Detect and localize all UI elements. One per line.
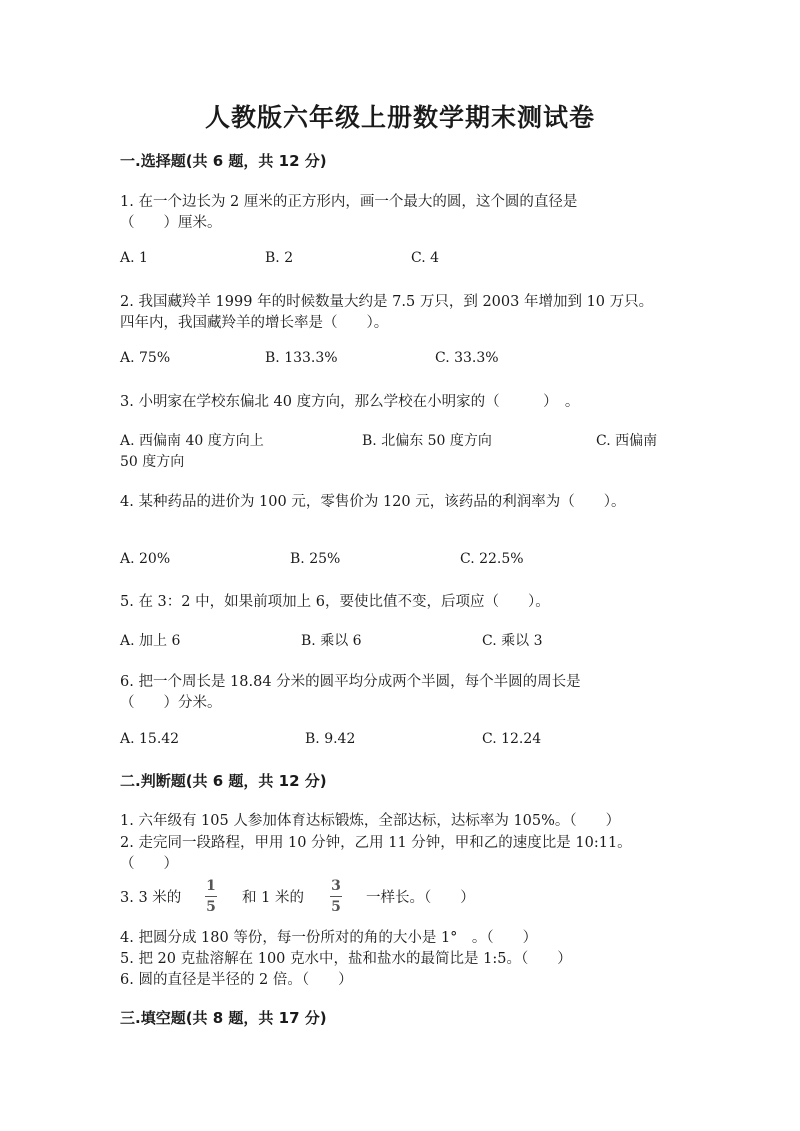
choice-q1-line2: （ ）厘米。 <box>120 215 222 231</box>
choice-q4-option-a: A. 20% <box>120 551 171 567</box>
judge-q5: 5. 把 20 克盐溶解在 100 克水中，盐和盐水的最简比是 1:5。（ ） <box>120 951 572 967</box>
judge-q2-line2: （ ） <box>120 856 178 872</box>
judge-q3-part2: 和 1 米的 <box>242 890 304 906</box>
section-heading-choice: 一.选择题(共 6 题，共 12 分) <box>120 152 327 170</box>
fraction-numerator: 1 <box>206 878 216 894</box>
fraction-denominator: 5 <box>206 899 216 915</box>
fraction-three-fifths <box>330 879 342 914</box>
choice-q6-line2: （ ）分米。 <box>120 695 222 711</box>
fraction-one-fifth <box>205 879 217 914</box>
judge-q3-part3: 一样长。（ ） <box>366 890 475 906</box>
choice-q1-line1: 1. 在一个边长为 2 厘米的正方形内，画一个最大的圆，这个圆的直径是 <box>120 194 578 210</box>
judge-q2-line1: 2. 走完同一段路程，甲用 10 分钟，乙用 11 分钟，甲和乙的速度比是 10:11。 <box>120 835 632 851</box>
choice-q3-option-c: C. 西偏南 <box>596 433 658 449</box>
choice-q2-option-b: B. 133.3% <box>265 350 338 366</box>
judge-q4: 4. 把圆分成 180 等份，每一份所对的角的大小是 1° 。（ ） <box>120 930 538 946</box>
choice-q1-option-c: C. 4 <box>411 250 440 266</box>
section-heading-fill: 三.填空题(共 8 题，共 17 分) <box>120 1009 327 1027</box>
fraction-bar <box>205 896 217 897</box>
choice-q6-line1: 6. 把一个周长是 18.84 分米的圆平均分成两个半圆，每个半圆的周长是 <box>120 674 581 690</box>
choice-q4-line1: 4. 某种药品的进价为 100 元，零售价为 120 元，该药品的利润率为（ ）。 <box>120 494 626 510</box>
choice-q1-option-b: B. 2 <box>265 250 294 266</box>
choice-q3-line1: 3. 小明家在学校东偏北 40 度方向，那么学校在小明家的（ ） 。 <box>120 394 580 410</box>
choice-q2-option-c: C. 33.3% <box>435 350 499 366</box>
choice-q4-option-c: C. 22.5% <box>460 551 524 567</box>
judge-q6: 6. 圆的直径是半径的 2 倍。（ ） <box>120 972 353 988</box>
choice-q5-option-c: C. 乘以 3 <box>482 633 543 649</box>
judge-q3-part1: 3. 3 米的 <box>120 890 182 906</box>
choice-q6-option-a: A. 15.42 <box>120 731 180 747</box>
fraction-denominator: 5 <box>331 899 341 915</box>
choice-q3-option-b: B. 北偏东 50 度方向 <box>362 433 492 449</box>
choice-q5-option-b: B. 乘以 6 <box>301 633 362 649</box>
choice-q2-line1: 2. 我国藏羚羊 1999 年的时候数量大约是 7.5 万只，到 2003 年增加到 10 万只。 <box>120 294 654 310</box>
choice-q2-option-a: A. 75% <box>120 350 171 366</box>
choice-q5-option-a: A. 加上 6 <box>120 633 181 649</box>
page-title: 人教版六年级上册数学期末测试卷 <box>204 103 595 132</box>
choice-q6-option-c: C. 12.24 <box>482 731 542 747</box>
judge-q1: 1. 六年级有 105 人参加体育达标锻炼，全部达标，达标率为 105%。（ ） <box>120 813 621 829</box>
section-heading-judge: 二.判断题(共 6 题，共 12 分) <box>120 772 327 790</box>
choice-q5-line1: 5. 在 3：2 中，如果前项加上 6，要使比值不变，后项应（ ）。 <box>120 594 550 610</box>
choice-q1-option-a: A. 1 <box>120 250 148 266</box>
fraction-numerator: 3 <box>331 878 341 894</box>
fraction-bar <box>330 896 342 897</box>
choice-q3-option-a: A. 西偏南 40 度方向上 <box>120 433 264 449</box>
choice-q4-option-b: B. 25% <box>290 551 341 567</box>
choice-q3-option-c-continued: 50 度方向 <box>120 454 185 470</box>
choice-q6-option-b: B. 9.42 <box>305 731 356 747</box>
choice-q2-line2: 四年内，我国藏羚羊的增长率是（ ）。 <box>120 315 389 331</box>
